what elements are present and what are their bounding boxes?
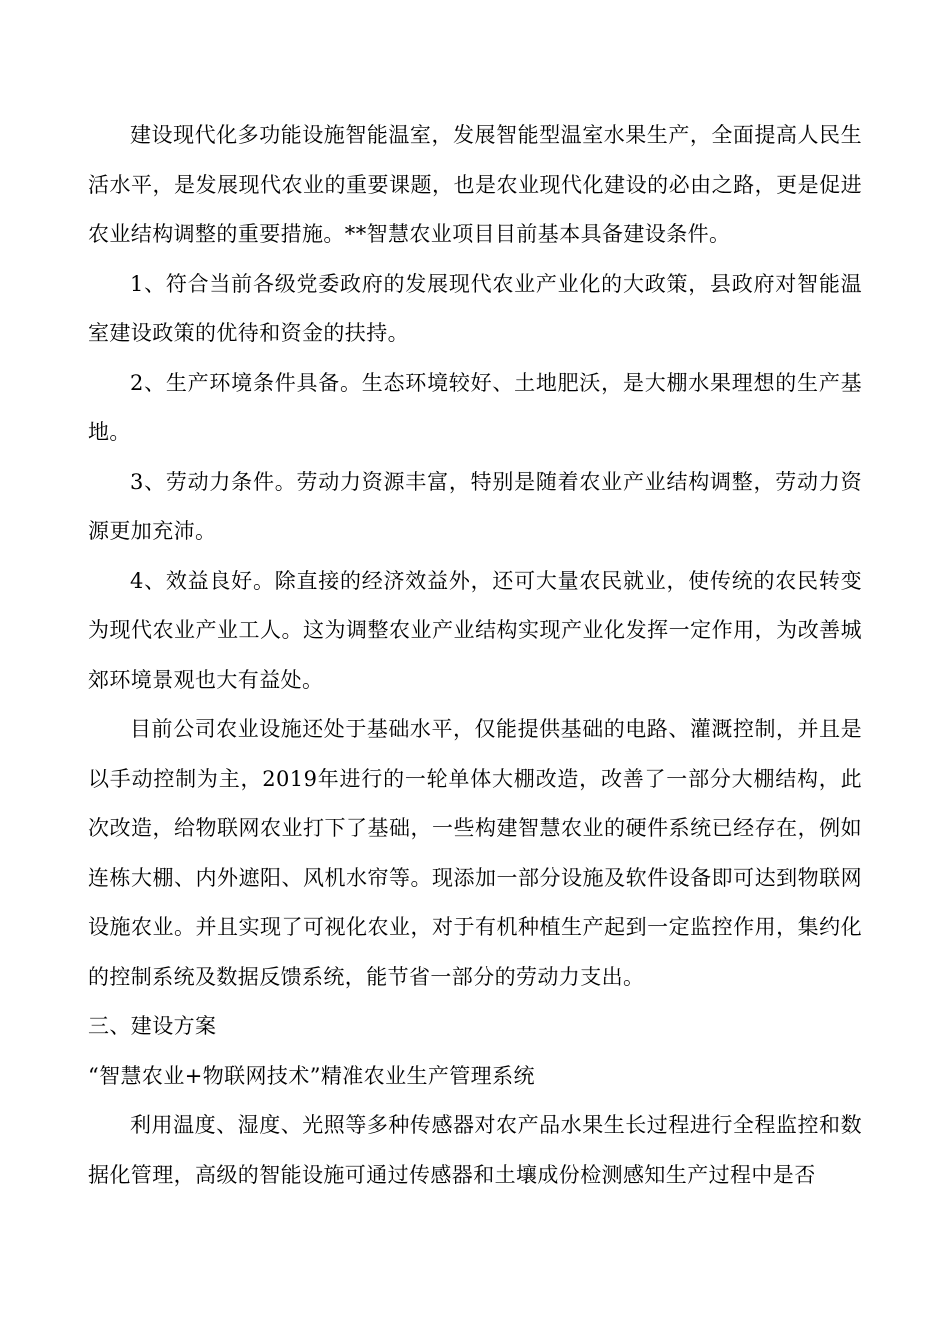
condition-item-1: 1、符合当前各级党委政府的发展现代农业产业化的大政策，县政府对智能温室建设政策的优待和资金的扶持。 [88, 271, 862, 345]
condition-item-2: 2、生产环境条件具备。生态环境较好、土地肥沃，是大棚水果理想的生产基地。 [88, 370, 862, 444]
condition-item-3: 3、劳动力条件。劳动力资源丰富，特别是随着农业产业结构调整，劳动力资源更加充沛。 [88, 469, 862, 543]
condition-item-4: 4、效益良好。除直接的经济效益外，还可大量农民就业，使传统的农民转变为现代农业产业工人。这为调整农业产业结构实现产业化发挥一定作用，为改善城郊环境景观也大有益处。 [88, 568, 862, 692]
section-heading: 三、建设方案 [88, 1014, 217, 1038]
document-page [88, 111, 862, 1200]
sub-heading: “智慧农业+物联网技术”精准农业生产管理系统 [88, 1063, 535, 1088]
final-paragraph: 利用温度、湿度、光照等多种传感器对农产品水果生长过程进行全程监控和数据化管理，高级的智能设施可通过传感器和土壤成份检测感知生产过程中是否 [88, 1113, 862, 1187]
current-status-paragraph: 目前公司农业设施还处于基础水平，仅能提供基础的电路、灌溉控制，并且是以手动控制为主，2019年进行的一轮单体大棚改造，改善了一部分大棚结构，此次改造，给物联网农业打下了基础，一些构建智慧农业的硬件系统已经存在，例如连栋大棚、内外遮阳、风机水帘等。现添加一部分设施及软件设备即可达到物联网设施农业。并且实现了可视化农业，对于有机种植生产起到一定监控作用，集约化的控制系统及数据反馈系统，能节省一部分的劳动力支出。 [88, 717, 862, 989]
intro-paragraph: 建设现代化多功能设施智能温室，发展智能型温室水果生产，全面提高人民生活水平，是发展现代农业的重要课题，也是农业现代化建设的必由之路，更是促进农业结构调整的重要措施。**智慧农业项目目前基本具备建设条件。 [88, 123, 862, 246]
